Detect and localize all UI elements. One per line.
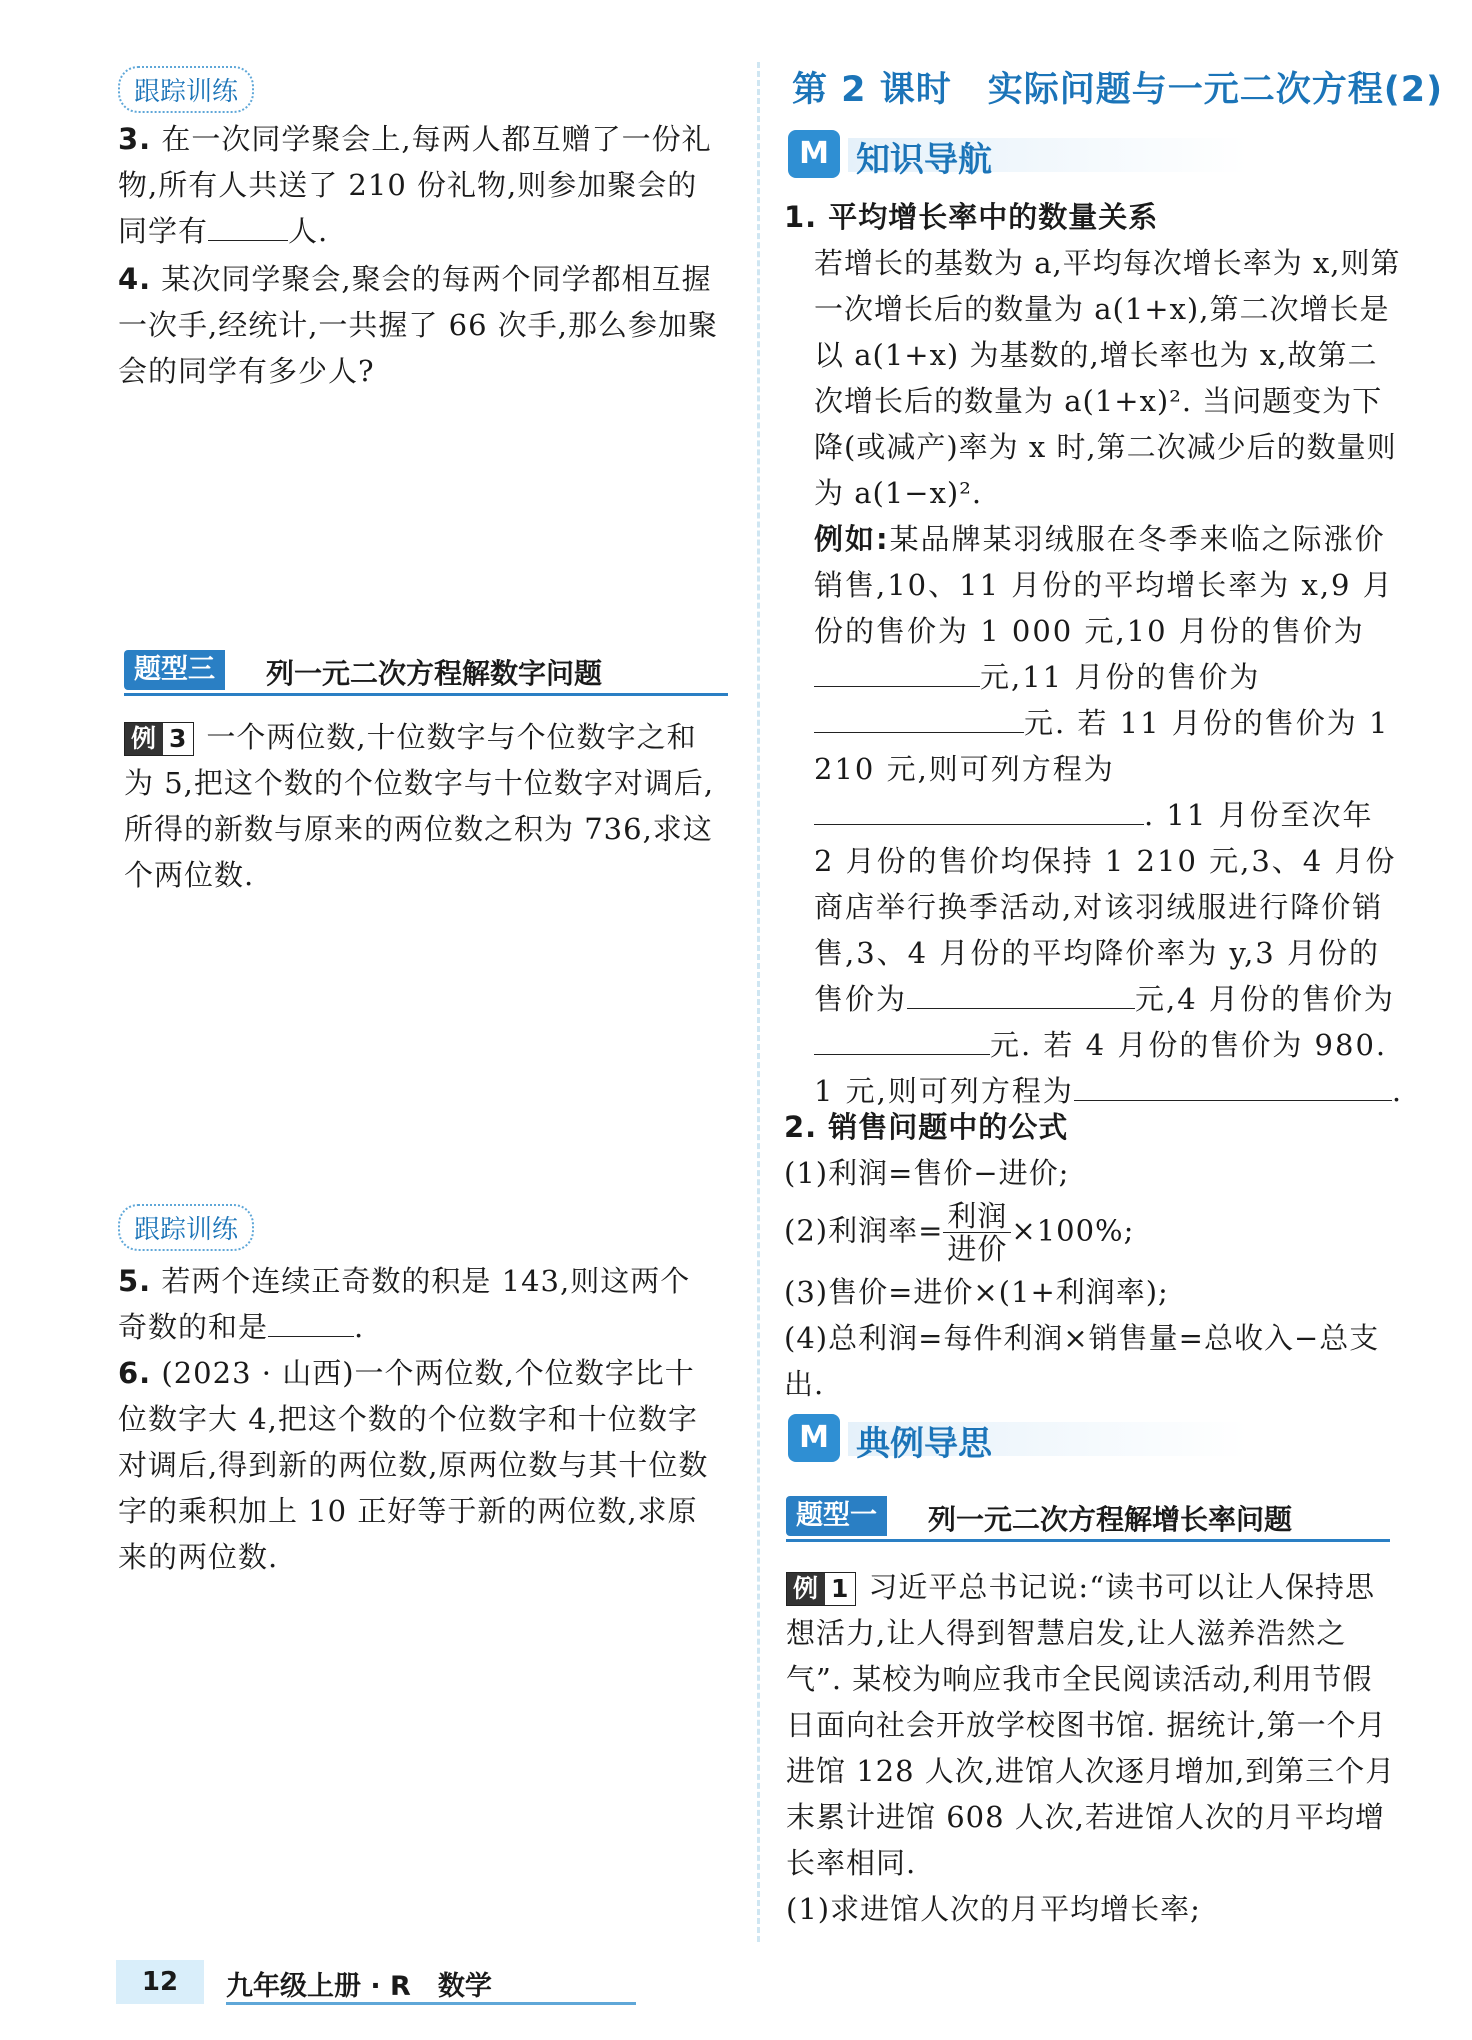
knowledge-example: 例如:某品牌某羽绒服在冬季来临之际涨价销售,10、11 月份的平均增长率为 x,9 月份的售价为 1 000 元,10 月份的售价为元,11 月份的售价为元. 若 11 月份的售价为 1 210 元,则可列方程为. 11 月份至次年 2 月份的售价均保持 1 210 元,3、4 月份商店举行换季活动,对该羽绒服进行降价销售,3、4 月份的平均降价率为 y,3 月份的售价为 元,4 月份的售价为元. 若 4 月份的售价为 980. 1 元,则可列方程为 . xyxy=(814,522,1404,1108)
answer-blank[interactable] xyxy=(208,214,288,241)
example-text: 习近平总书记说:“读书可以让人保持思想活力,让人得到智慧启发,让人滋养浩然之气”. 某校为响应我市全民阅读活动,利用节假日面向社会开放学校图书馆. 据统计,第一个月进馆 128 人次,进馆人次逐月增加,到第三个月末累计进馆 608 人次,若进馆人次的月平均增长率相同. xyxy=(786,1570,1396,1880)
question-number: 6. xyxy=(118,1356,152,1390)
question-text: (2023 · 山西)一个两位数,个位数字比十位数字大 4,把这个数的个位数字和十位数字对调后,得到新的两位数,原两位数与其十位数字的乘积加上 10 正好等于新的两位数,求原来的两位数. xyxy=(118,1356,709,1574)
example-label: 例 3 xyxy=(124,722,194,756)
answer-blank[interactable] xyxy=(814,1028,990,1055)
question-type-1-header xyxy=(786,1496,1390,1542)
type-title: 列一元二次方程解增长率问题 xyxy=(928,1503,1293,1536)
column-divider xyxy=(757,62,760,1942)
type-underline xyxy=(786,1539,1390,1542)
knowledge-body: 若增长的基数为 a,平均每次增长率为 x,则第一次增长后的数量为 a(1+x),第二次增长是以 a(1+x) 为基数的,增长率也为 x,故第二次增长后的数量为 a(1+x)². 当问题变为下降(或减产)率为 x 时,第二次减少后的数量则为 a(1−x)². xyxy=(814,246,1401,510)
formula-3: (3)售价=进价×(1+利润率); xyxy=(784,1275,1169,1309)
question-number: 3. xyxy=(118,122,152,156)
answer-blank[interactable] xyxy=(814,706,1024,733)
fraction: $\frac{\text{利润}}{\text{进价}}$ xyxy=(943,1200,1011,1265)
answer-blank[interactable] xyxy=(814,660,980,687)
answer-blank[interactable] xyxy=(814,798,1144,825)
question-6 xyxy=(118,1350,718,1580)
page-number: 12 xyxy=(116,1960,204,2004)
question-type-3-header xyxy=(124,650,728,696)
knowledge-heading: 1. 平均增长率中的数量关系 xyxy=(784,200,1159,234)
knowledge-2 xyxy=(784,1104,1404,1407)
type-badge: 题型三 xyxy=(124,650,225,690)
type-badge: 题型一 xyxy=(786,1496,887,1536)
question-number: 5. xyxy=(118,1264,152,1298)
section-logo-icon: M xyxy=(788,130,840,178)
formula-2: (2)利润率= $\frac{\text{利润}}{\text{进价}}$ ×100%; xyxy=(784,1199,1135,1266)
section-title: 典例导思 xyxy=(856,1424,992,1464)
question-3 xyxy=(118,116,718,254)
formula-4: (4)总利润=每件利润×销售量=总收入−总支出. xyxy=(784,1321,1380,1401)
book-title: 九年级上册 · R 数学 xyxy=(226,1971,492,2002)
section-typical-examples xyxy=(788,1412,1248,1468)
example-label: 例 1 xyxy=(786,1572,856,1606)
example-3 xyxy=(124,714,724,898)
example-text: 一个两位数,十位数字与个位数字之和为 5,把这个数的个位数字与十位数字对调后,所得的新数与原来的两位数之积为 736,求这个两位数. xyxy=(124,720,715,892)
formula-1: (1)利润=售价−进价; xyxy=(784,1156,1070,1190)
question-text: 若两个连续正奇数的积是 143,则这两个奇数的和是 xyxy=(118,1264,691,1344)
section-title: 知识导航 xyxy=(856,140,992,180)
knowledge-1 xyxy=(784,194,1404,1114)
lesson-title: 第 2 课时 实际问题与一元二次方程(2) xyxy=(792,70,1444,110)
knowledge-heading: 2. 销售问题中的公式 xyxy=(784,1110,1069,1144)
type-underline xyxy=(124,693,728,696)
question-tail: . xyxy=(354,1310,365,1344)
tracking-practice-tag: 跟踪训练 xyxy=(118,66,254,113)
question-4 xyxy=(118,256,718,394)
question-text: 在一次同学聚会上,每两人都互赠了一份礼物,所有人共送了 210 份礼物,则参加聚会的同学有 xyxy=(118,122,712,248)
example-1 xyxy=(786,1564,1396,1932)
type-title: 列一元二次方程解数字问题 xyxy=(266,657,603,690)
sub-question-1: (1)求进馆人次的月平均增长率; xyxy=(786,1892,1201,1926)
tracking-practice-tag: 跟踪训练 xyxy=(118,1204,254,1251)
footer-underline xyxy=(226,2002,636,2005)
answer-blank[interactable] xyxy=(907,982,1135,1009)
section-knowledge-nav xyxy=(788,128,1248,184)
section-logo-icon: M xyxy=(788,1414,840,1462)
question-tail: 人. xyxy=(288,214,329,248)
question-number: 4. xyxy=(118,262,152,296)
answer-blank[interactable] xyxy=(268,1310,354,1337)
answer-blank[interactable] xyxy=(1074,1074,1392,1101)
question-text: 某次同学聚会,聚会的每两个同学都相互握一次手,经统计,一共握了 66 次手,那么参加聚会的同学有多少人? xyxy=(118,262,718,388)
question-5 xyxy=(118,1258,718,1350)
